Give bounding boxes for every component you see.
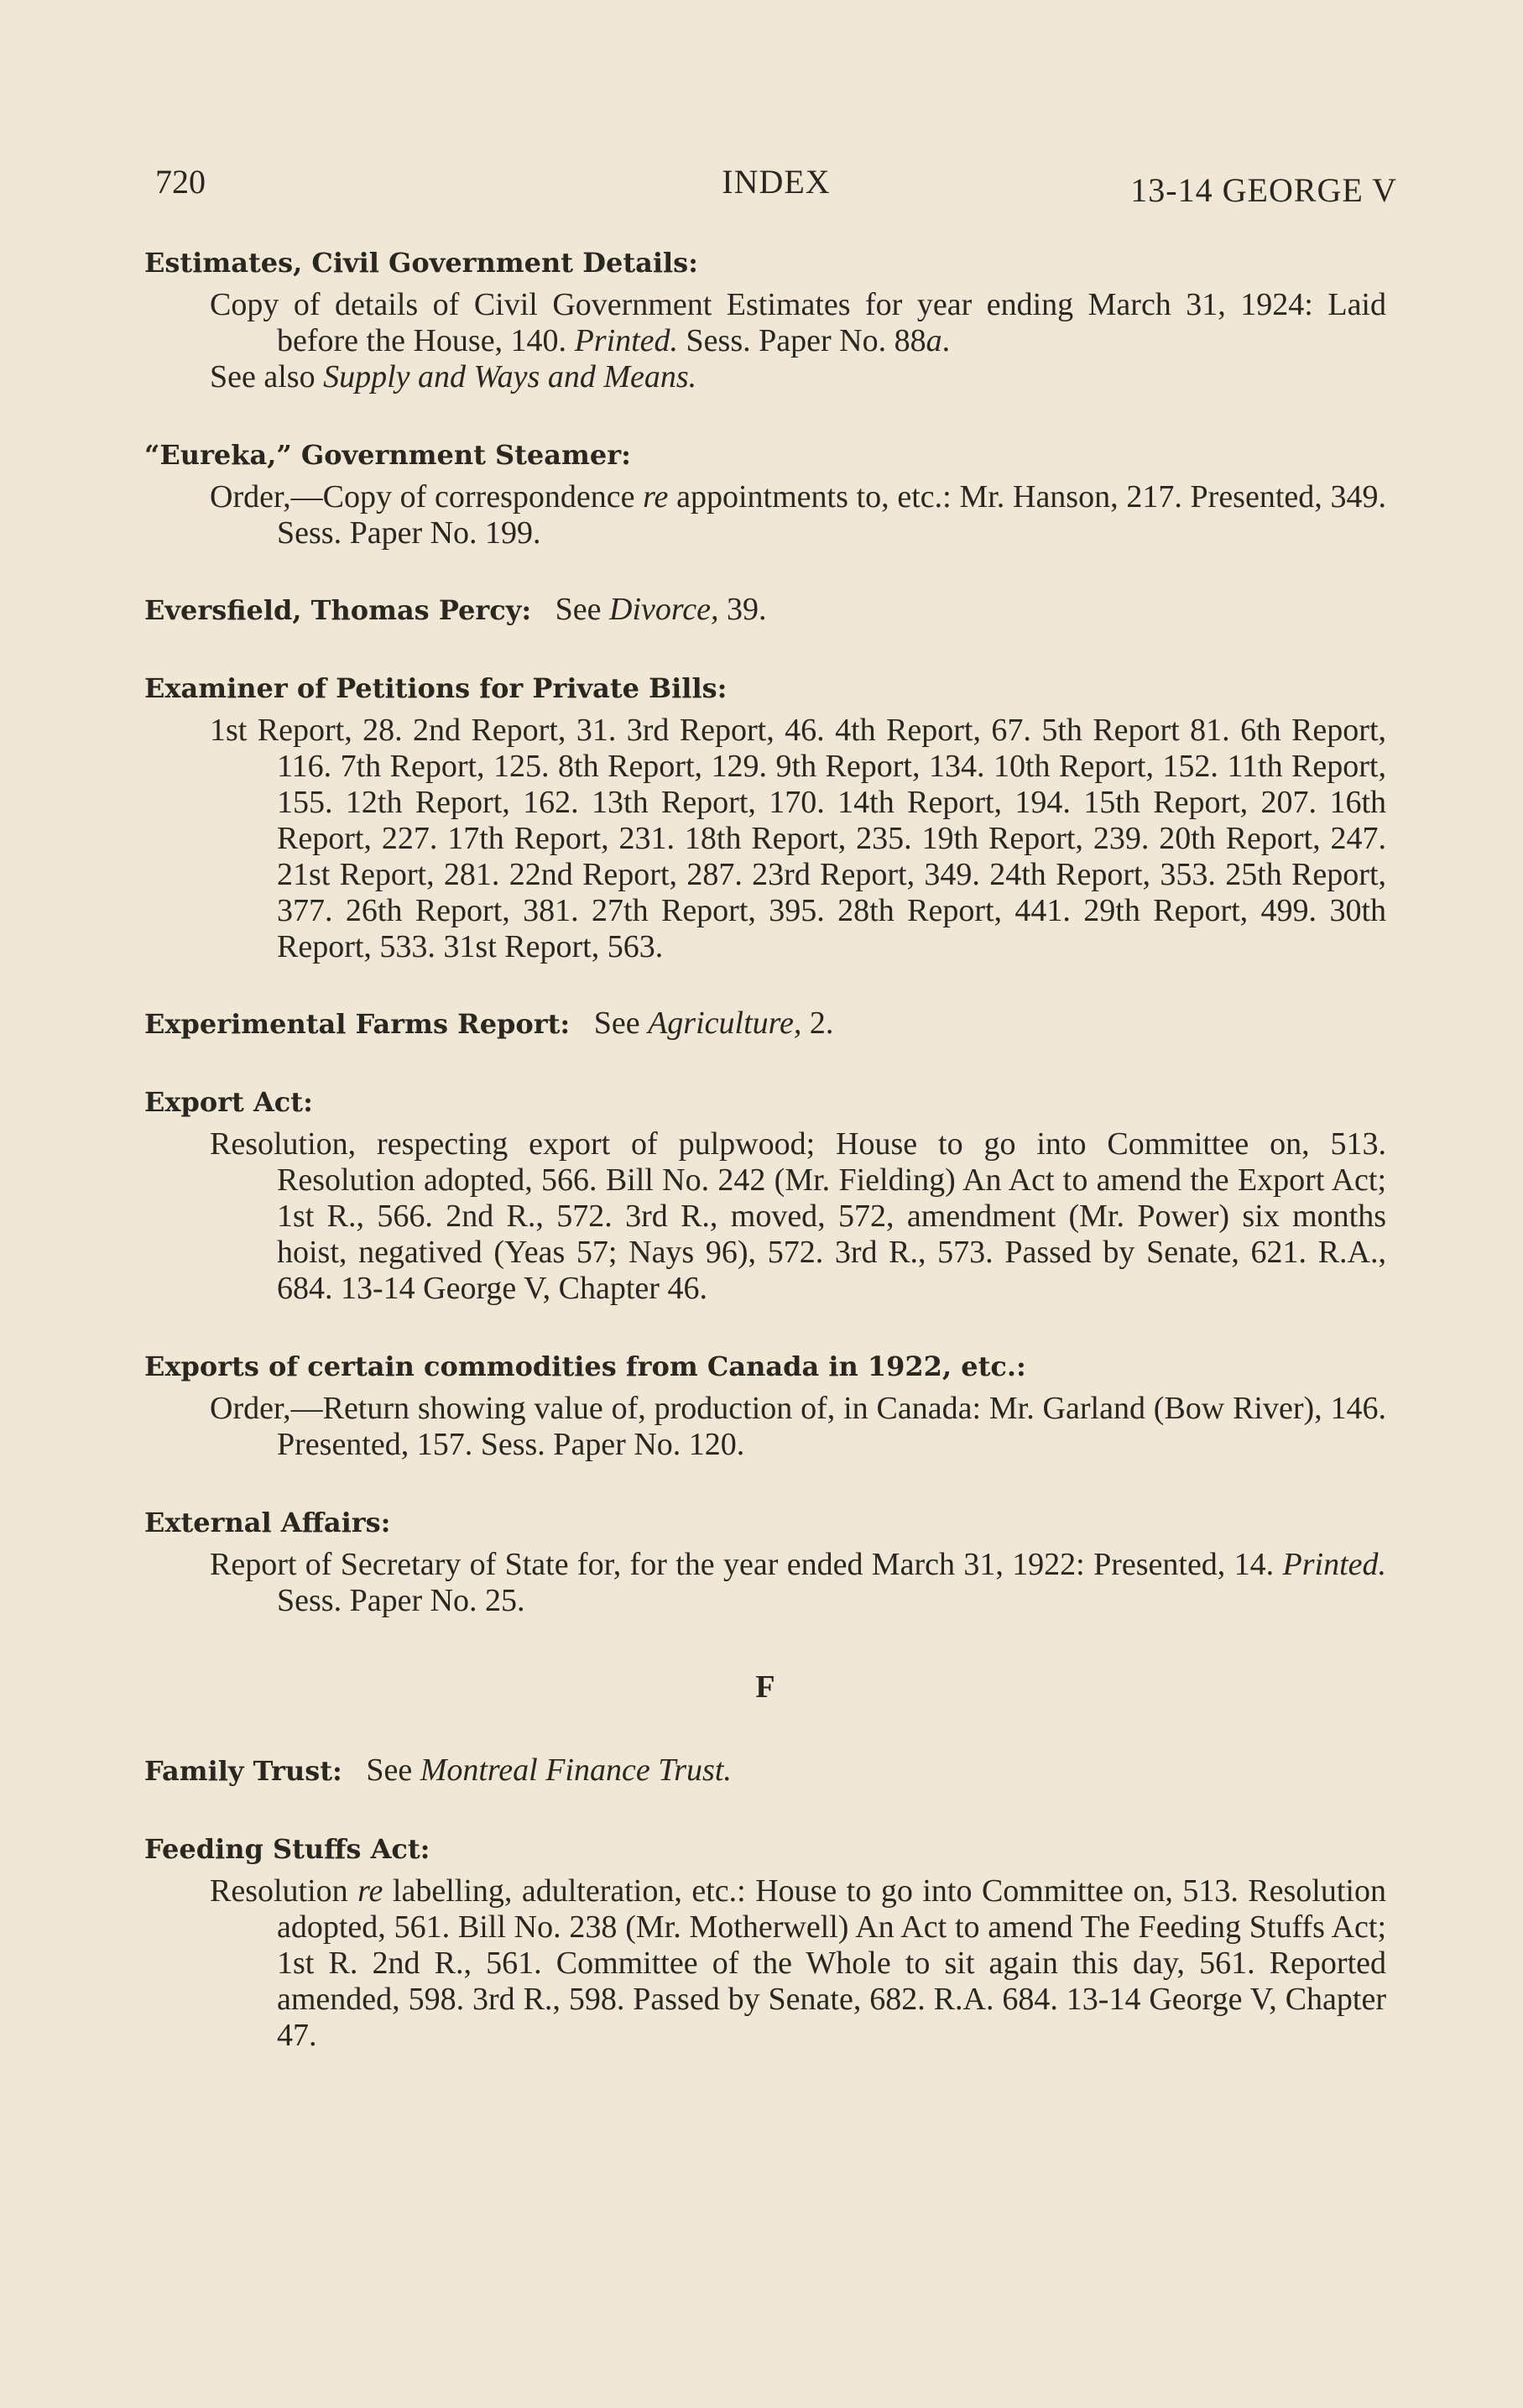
entry-heading: Experimental Farms Report: bbox=[144, 1008, 571, 1040]
entry-heading: Family Trust: bbox=[144, 1755, 342, 1787]
entry-body: Order,—Copy of correspondence re appointments to, etc.: Mr. Hanson, 217. Presented, 349. Sess. Paper No. 199. bbox=[210, 479, 1386, 551]
page-title: INDEX bbox=[722, 163, 831, 201]
page-number: 720 bbox=[155, 163, 206, 201]
index-entry bbox=[144, 1830, 1386, 2054]
index-entry bbox=[144, 669, 1386, 965]
entry-see: See Divorce, 39. bbox=[555, 592, 767, 627]
index-entry bbox=[144, 1006, 1386, 1042]
index-entry bbox=[144, 436, 1386, 551]
running-header-right: 13-14 GEORGE V bbox=[1130, 171, 1397, 209]
entry-body: 1st Report, 28. 2nd Report, 31. 3rd Report, 46. 4th Report, 67. 5th Report 81. 6th Report, 116. 7th Report, 125. 8th Report, 129. 9th Report, 134. 10th Report, 152. 11th Report, 155. 12th Report, 162. 13th Report, 170. 14th Report, 194. 15th Report, 207. 16th Report, 227. 17th Report, 231. 18th Report, 235. 19th Report, 239. 20th Report, 247. 21st Report, 281. 22nd Report, 287. 23rd Report, 349. 24th Report, 353. 25th Report, 377. 26th Report, 381. 27th Report, 395. 28th Report, 441. 29th Report, 499. 30th Report, 533. 31st Report, 563. bbox=[210, 713, 1386, 964]
entry-body: Resolution re labelling, adulteration, etc.: House to go into Committee on, 513. Resolution adopted, 561. Bill No. 238 (Mr. Motherwell) An Act to amend The Feeding Stuffs Act; 1st R. 2nd R., 561. Committee of the Whole to sit again this day, 561. Reported amended, 598. 3rd R., 598. Passed by Senate, 682. R.A. 684. 13-14 George V, Chapter 47. bbox=[210, 1873, 1386, 2053]
entry-body: Report of Secretary of State for, for the year ended March 31, 1922: Presented, 14. Printed. Sess. Paper No. 25. bbox=[210, 1547, 1386, 1618]
index-entry bbox=[144, 592, 1386, 629]
index-entry bbox=[144, 243, 1386, 395]
entry-heading: Examiner of Petitions for Private Bills: bbox=[144, 672, 728, 704]
entry-see: See Montreal Finance Trust. bbox=[366, 1752, 732, 1788]
entry-see: See Agriculture, 2. bbox=[593, 1006, 834, 1041]
entry-see-also: See also Supply and Ways and Means. bbox=[210, 359, 697, 394]
index-entry bbox=[144, 1083, 1386, 1307]
entry-heading: Eversfield, Thomas Percy: bbox=[144, 594, 532, 626]
index-entry bbox=[144, 1347, 1386, 1463]
page-header bbox=[155, 155, 1397, 209]
section-letter: F bbox=[755, 1669, 775, 1705]
entry-body: Resolution, respecting export of pulpwood; House to go into Committee on, 513. Resolution adopted, 566. Bill No. 242 (Mr. Fielding) An Act to amend the Export Act; 1st R., 566. 2nd R., 572. 3rd R., moved, 572, amendment (Mr. Power) six months hoist, negatived (Yeas 57; Nays 96), 572. 3rd R., 573. Passed by Senate, 621. R.A., 684. 13-14 George V, Chapter 46. bbox=[210, 1126, 1386, 1306]
entry-heading: Export Act: bbox=[144, 1086, 313, 1118]
entry-heading: Exports of certain commodities from Canada in 1922, etc.: bbox=[144, 1350, 1026, 1382]
entry-body: Order,—Return showing value of, production of, in Canada: Mr. Garland (Bow River), 146. Presented, 157. Sess. Paper No. 120. bbox=[210, 1391, 1386, 1462]
index-entry bbox=[144, 1752, 1386, 1789]
entry-heading: “Eureka,” Government Steamer: bbox=[144, 439, 631, 471]
entry-heading: Estimates, Civil Government Details: bbox=[144, 247, 698, 279]
index-entry bbox=[144, 1503, 1386, 1619]
index-content bbox=[144, 243, 1386, 2094]
entry-heading: External Affairs: bbox=[144, 1507, 391, 1538]
entry-heading: Feeding Stuffs Act: bbox=[144, 1833, 430, 1865]
entry-body: Copy of details of Civil Government Estimates for year ending March 31, 1924: Laid before the House, 140. Printed. Sess. Paper No. 88a. bbox=[210, 287, 1386, 358]
